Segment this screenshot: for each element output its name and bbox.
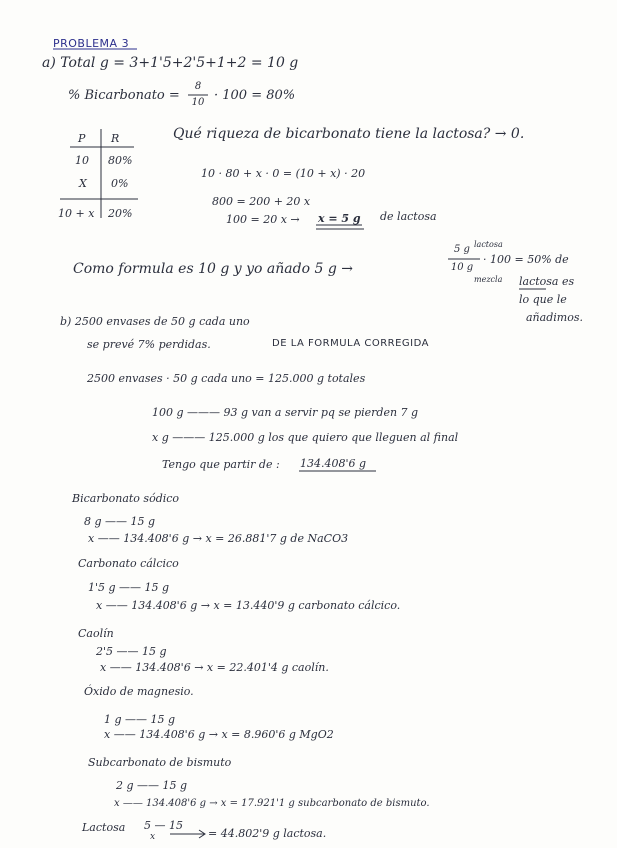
ratio-denominator: 10 g [450,262,474,273]
part-b-total: 2500 envases · 50 g cada uno = 125.000 g totales [87,372,366,385]
component-line2: x —— 134.408'6 g → x = 13.440'9 g carbonato cálcico. [96,599,401,612]
component-line1: 1'5 g —— 15 g [88,581,170,594]
table-cell: 10 [75,154,89,167]
ratio-numerator: 5 g [454,244,470,255]
component-line1: 1 g —— 15 g [104,713,176,726]
lactosa-label: Lactosa [82,821,126,834]
conclusion-line: lo que le [519,293,567,306]
equation-3-tail: de lactosa [380,210,437,223]
rule-of-three-2: x g ——— 125.000 g los que quiero que lleguen al final [152,431,459,444]
fraction-denominator: 10 [191,97,205,108]
lactosa-result: = 44.802'9 g lactosa. [208,827,327,840]
problem-title: PROBLEMA 3 [53,37,130,50]
component-line2: x —— 134.408'6 g → x = 26.881'7 g de NaCO3 [88,532,349,545]
equation-3-result: x = 5 g [318,212,361,225]
table-cell: 0% [111,177,129,190]
ratio-denominator-sub: mezcla [474,275,503,284]
component-line1: 8 g —— 15 g [84,515,156,528]
total-grams-line: a) Total g = 3+1'5+2'5+1+2 = 10 g [42,55,299,71]
lactosa-x: x [150,832,156,842]
equation-1: 10 · 80 + x · 0 = (10 + x) · 20 [201,167,366,180]
table-cell: 10 + x [58,207,95,220]
question-line: Qué riqueza de bicarbonato tiene la lactosa? → 0. [173,126,525,142]
fraction-numerator: 8 [194,81,202,92]
table-header-r: R [111,132,120,145]
equation-2: 800 = 200 + 20 x [212,195,311,208]
component-line2: x —— 134.408'6 g → x = 17.921'1 g subcarbonato de bismuto. [114,798,430,809]
component-name: Subcarbonato de bismuto [88,756,232,769]
ratio-tail: · 100 = 50% de [483,253,569,266]
percent-result: · 100 = 80% [214,88,296,103]
part-b-corrected: DE LA FORMULA CORREGIDA [272,338,429,349]
formula-line: Como formula es 10 g y yo añado 5 g → [73,261,353,277]
conclusion-line: añadimos. [526,311,583,324]
component-name: Carbonato cálcico [78,557,179,570]
table-cell: 20% [108,207,133,220]
part-b-losses: se prevé 7% perdidas. [87,338,211,351]
component-name: Bicarbonato sódico [72,492,180,505]
component-line1: 2 g —— 15 g [116,779,188,792]
component-line2: x —— 134.408'6 → x = 22.401'4 g caolín. [100,661,329,674]
table-cell: X [79,177,87,190]
component-line1: 2'5 —— 15 g [96,645,167,658]
table-header-p: P [78,132,86,145]
table-cell: 80% [108,154,133,167]
component-line2: x —— 134.408'6 g → x = 8.960'6 g MgO2 [104,728,334,741]
part-b-intro: b) 2500 envases de 50 g cada uno [60,315,250,328]
start-label: Tengo que partir de : [162,458,280,471]
component-name: Caolín [78,627,114,640]
component-name: Óxido de magnesio. [84,685,194,698]
equation-3-left: 100 = 20 x → [226,213,300,226]
percent-label: % Bicarbonato = [68,88,180,103]
ratio-numerator-sub: lactosa [474,240,503,249]
rule-of-three-1: 100 g ——— 93 g van a servir pq se pierden 7 g [152,406,419,419]
lactosa-line1: 5 — 15 [144,819,183,832]
conclusion-line: lactosa es [519,275,575,288]
start-value: 134.408'6 g [300,457,367,470]
